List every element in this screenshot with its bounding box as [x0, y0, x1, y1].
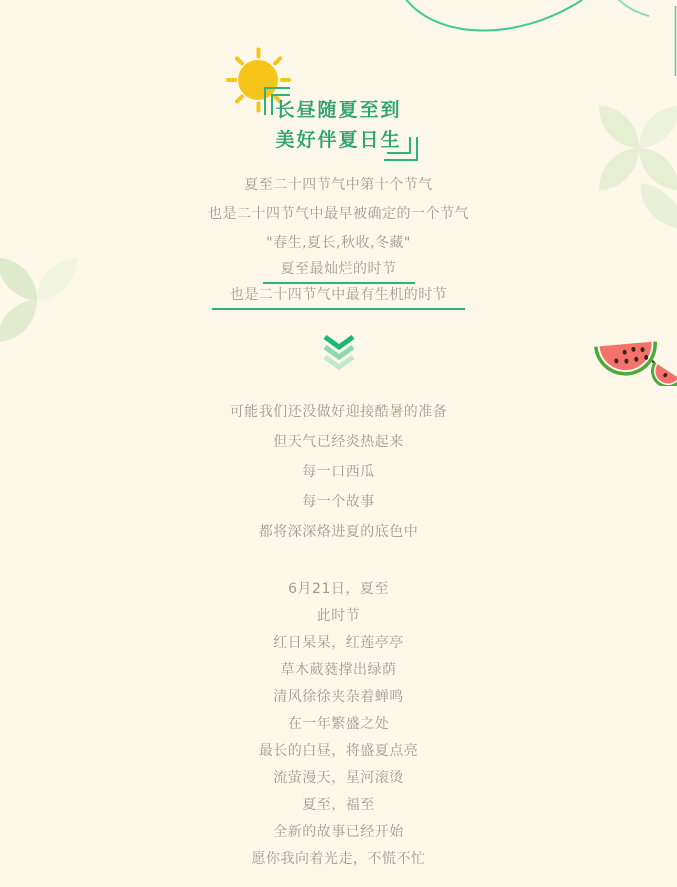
poem-line: 在一年繁盛之处 — [287, 716, 390, 732]
wave-line-icon — [397, 0, 677, 80]
poem-line: 清风徐徐夹杂着蝉鸣 — [273, 689, 404, 705]
page-title — [0, 95, 677, 155]
poem-line: 夏至，福至 — [302, 797, 375, 813]
underlined-text: 夏至最灿烂的时节 — [263, 260, 415, 284]
intro-line: "春生,夏长,秋收,冬藏" — [266, 235, 411, 251]
title-line-2: 美好伴夏日生 — [275, 129, 402, 151]
body-line: 每一个故事 — [302, 494, 375, 510]
poem-line: 6月21日，夏至 — [288, 581, 389, 597]
poem-line: 此时节 — [316, 608, 361, 624]
watermelon-icon — [592, 330, 677, 386]
body-line: 可能我们还没做好迎接酷暑的准备 — [229, 404, 448, 420]
poem-line: 全新的故事已经开始 — [273, 824, 404, 840]
poem-paragraph — [0, 576, 677, 873]
title-line-1: 长昼随夏至到 — [275, 99, 402, 121]
chevron-down-icon — [322, 334, 356, 370]
body-line: 但天气已经炎热起来 — [273, 434, 404, 450]
underlined-line — [0, 260, 677, 284]
intro-line: 夏至二十四节气中第十个节气 — [244, 177, 433, 193]
poem-line: 红日杲杲，红莲亭亭 — [273, 635, 404, 651]
body-line: 都将深深烙进夏的底色中 — [258, 524, 419, 540]
intro-line: 也是二十四节气中最早被确定的一个节气 — [208, 206, 469, 222]
poem-line: 草木葳蕤撑出绿荫 — [280, 662, 397, 678]
poem-line: 最长的白昼，将盛夏点亮 — [258, 743, 419, 759]
underlined-line — [0, 286, 677, 310]
body-line: 每一口西瓜 — [302, 464, 375, 480]
poem-line: 愿你我向着光走，不慌不忙 — [251, 851, 426, 867]
intro-paragraph — [0, 171, 677, 310]
poem-line: 流萤漫天，星河滚烫 — [273, 770, 404, 786]
underlined-text: 也是二十四节气中最有生机的时节 — [212, 286, 466, 310]
body-paragraph — [0, 397, 677, 547]
